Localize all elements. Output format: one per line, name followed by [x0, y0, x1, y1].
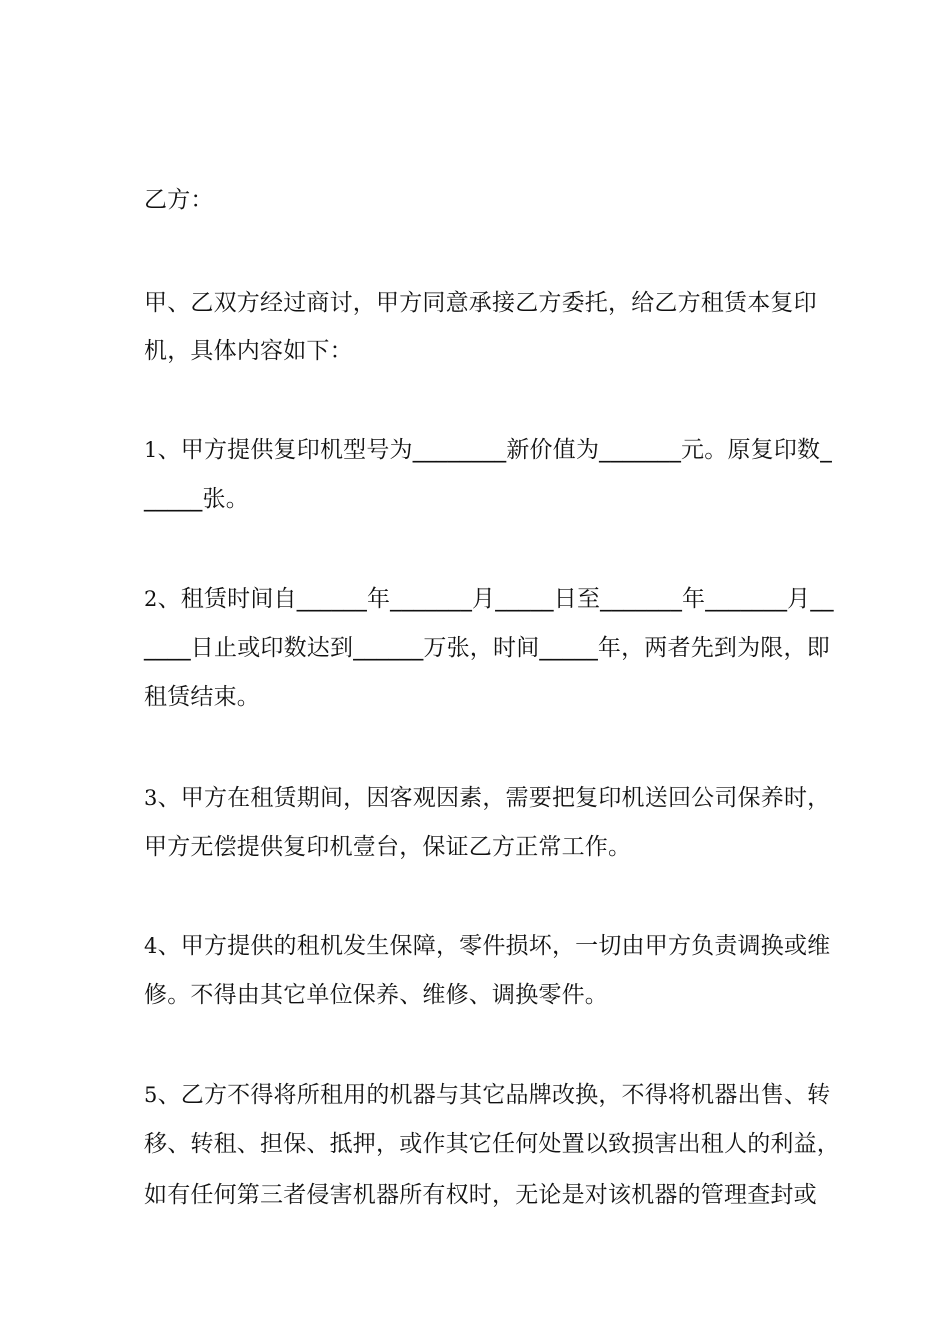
party-b-label: 乙方： — [144, 187, 214, 213]
clause-2-text-1: 、租赁时间自______年_______月_____日至_______年_______月__ — [157, 586, 834, 612]
clause-5-line-1 — [144, 1080, 831, 1110]
clause-1-number: 1 — [144, 438, 158, 462]
clause-4-line-2: 修。不得由其它单位保养、维修、调换零件。 — [144, 982, 608, 1008]
clause-4-number: 4 — [144, 934, 158, 958]
clause-5-line-3: 如有任何第三者侵害机器所有权时，无论是对该机器的管理查封或 — [144, 1182, 817, 1208]
clause-4-text-1: 、甲方提供的租机发生保障，零件损坏，一切由甲方负责调换或维 — [157, 933, 831, 959]
clause-5-text-1: 、乙方不得将所租用的机器与其它品牌改换，不得将机器出售、转 — [157, 1082, 831, 1108]
clause-3-text-1: 、甲方在租赁期间，因客观因素，需要把复印机送回公司保养时， — [157, 785, 831, 811]
clause-1-line-1 — [144, 435, 832, 465]
clause-2-line-2: ____日止或印数达到______万张，时间_____年，两者先到为限，即 — [144, 635, 830, 661]
clause-2-line-3: 租赁结束。 — [144, 684, 260, 710]
intro-line-1: 甲、乙双方经过商讨，甲方同意承接乙方委托，给乙方租赁本复印 — [144, 290, 817, 316]
clause-5-number: 5 — [144, 1083, 158, 1107]
clause-3-line-1 — [144, 783, 831, 813]
clause-2-line-1 — [144, 584, 834, 614]
clause-1-line-2: _____张。 — [144, 486, 249, 512]
clause-3-line-2: 甲方无偿提供复印机壹台，保证乙方正常工作。 — [144, 834, 632, 860]
clause-5-line-2: 移、转租、担保、抵押，或作其它任何处置以致损害出租人的利益， — [144, 1131, 840, 1157]
clause-4-line-1 — [144, 931, 831, 961]
clause-2-number: 2 — [144, 587, 158, 611]
clause-1-text-1: 、甲方提供复印机型号为________新价值为_______元。原复印数_ — [157, 437, 832, 463]
clause-3-number: 3 — [144, 786, 158, 810]
intro-line-2: 机，具体内容如下： — [144, 338, 353, 364]
